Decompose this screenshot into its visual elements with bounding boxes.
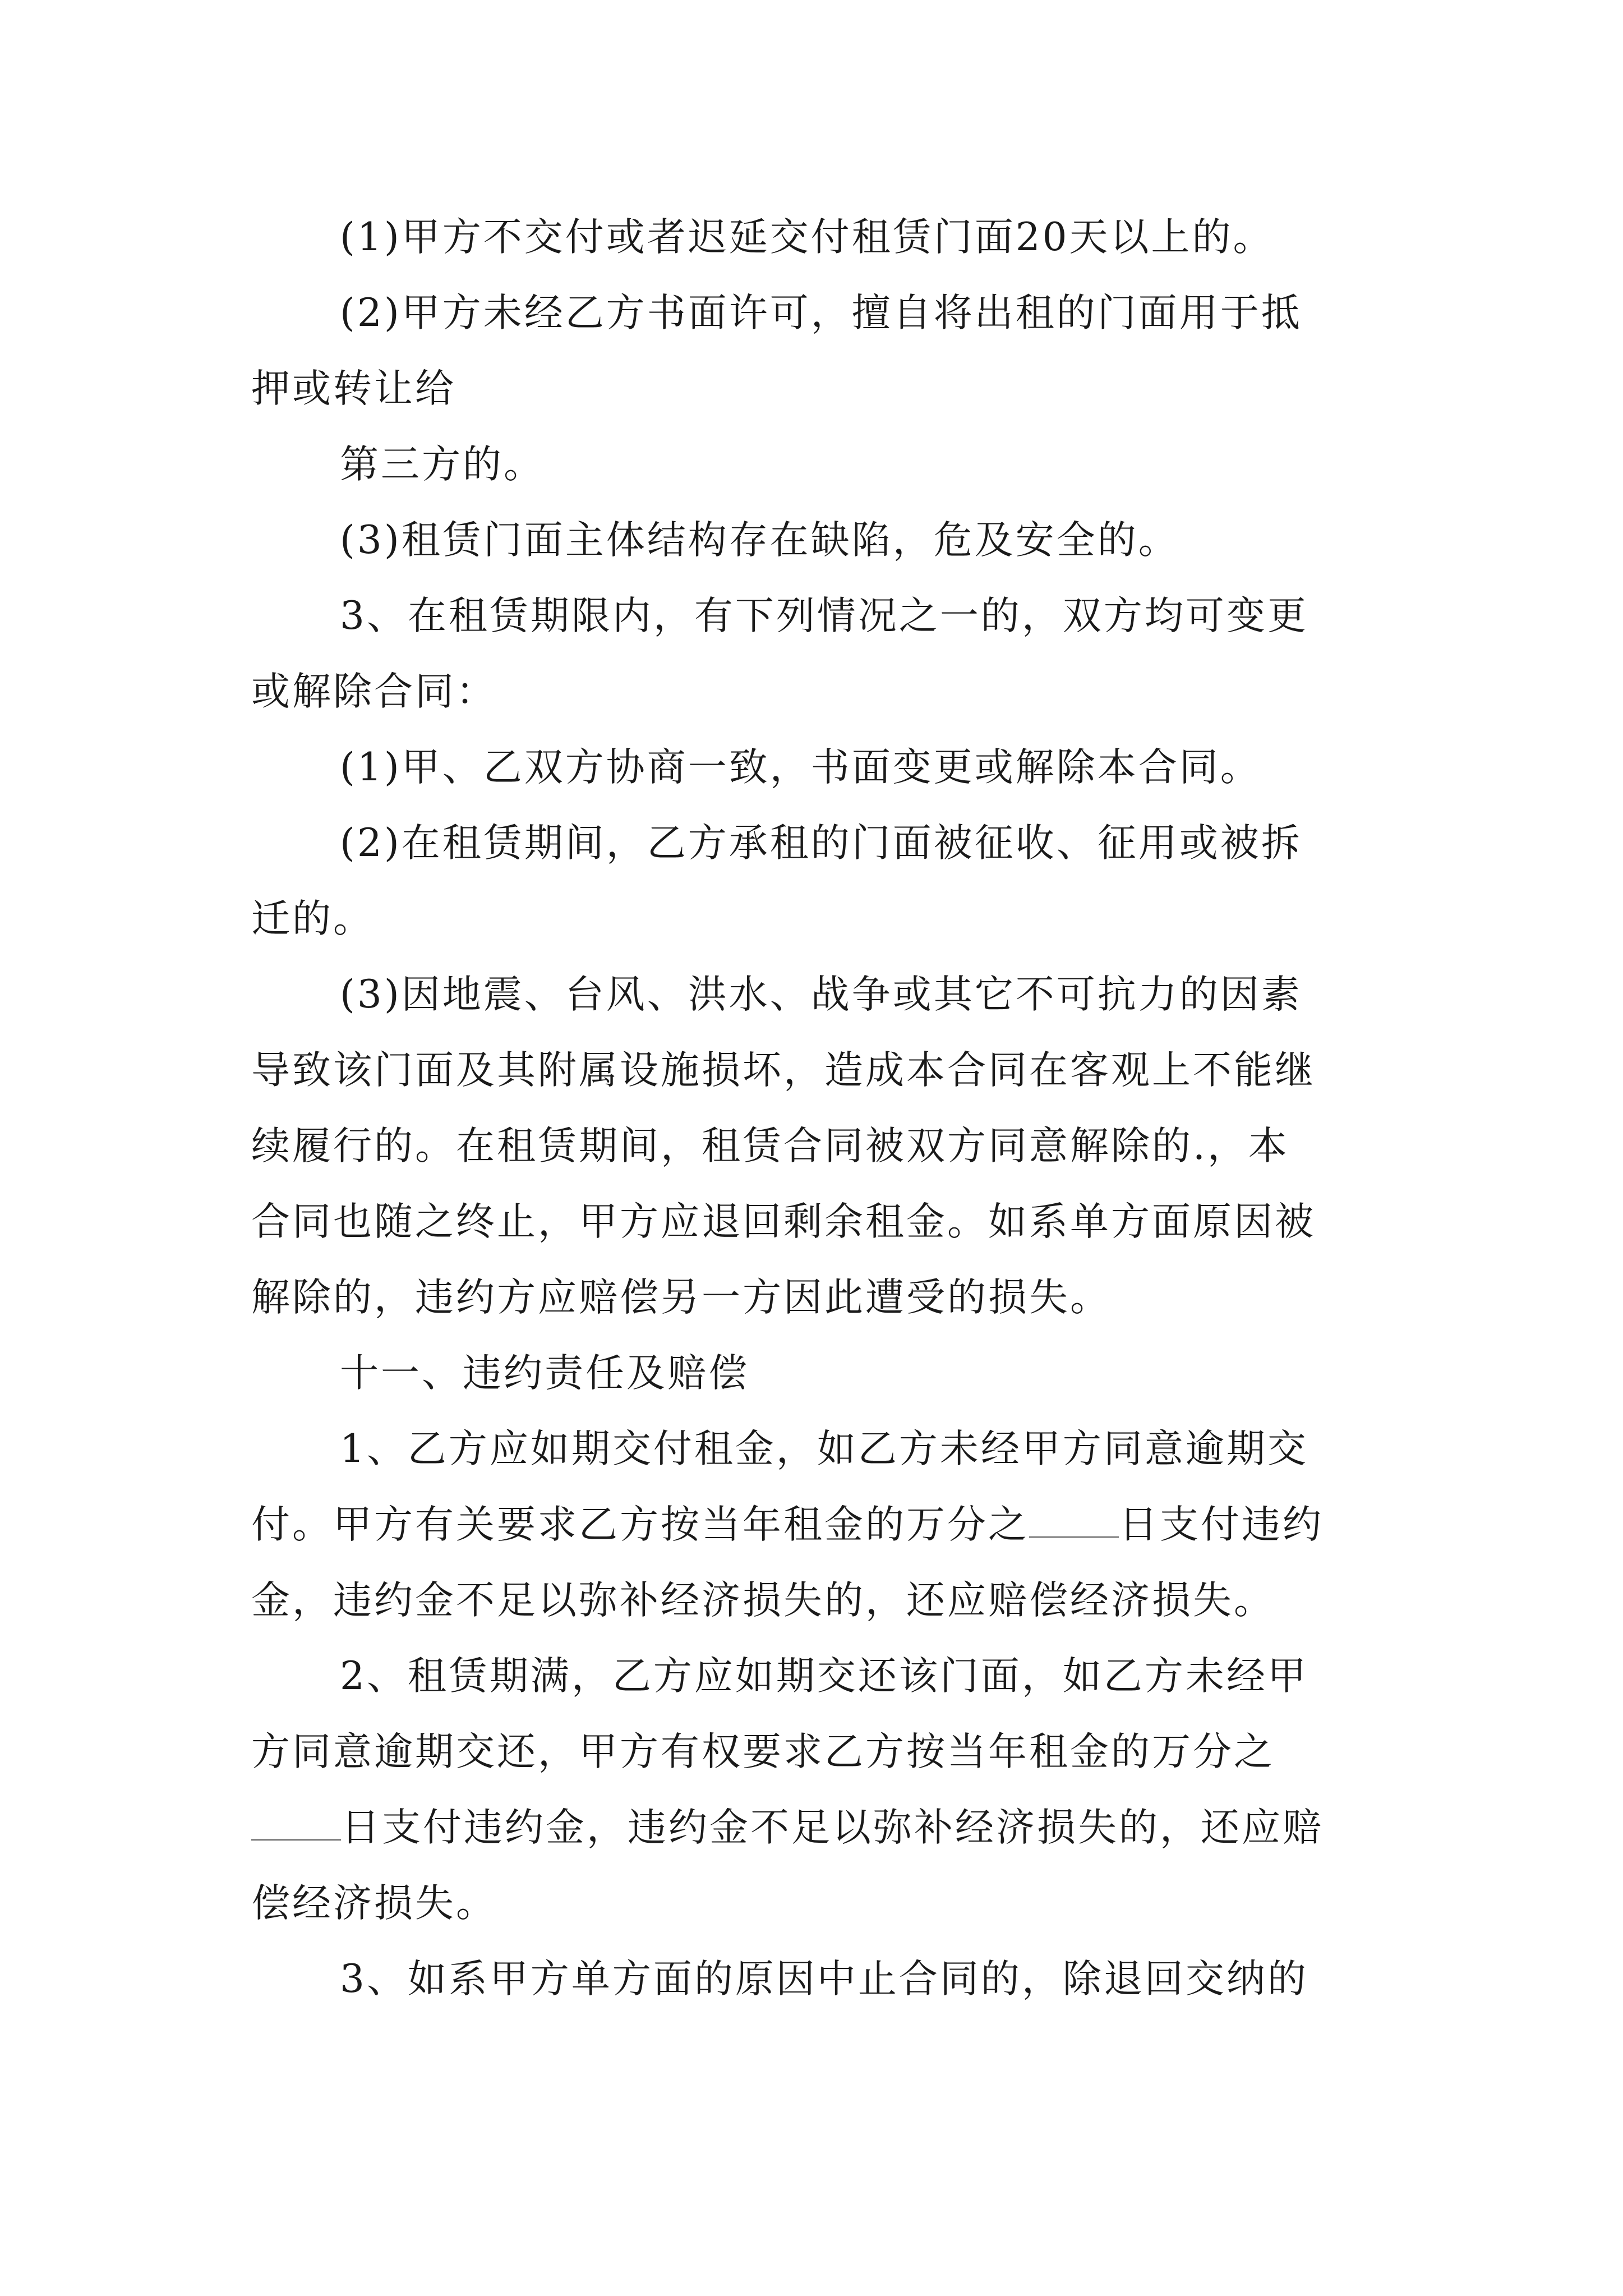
text-line: 解除的，违约方应赔偿另一方因此遭受的损失。 bbox=[251, 1275, 1111, 1320]
text-line: 押或转让给 bbox=[251, 366, 456, 411]
text-line: 1、乙方应如期交付租金，如乙方未经甲方同意逾期交 bbox=[340, 1427, 1308, 1471]
text-line: 导致该门面及其附属设施损坏，造成本合同在客观上不能继 bbox=[251, 1048, 1316, 1093]
fill-in-blank bbox=[251, 1806, 341, 1841]
text-segment: 付。甲方有关要求乙方按当年租金的万分之 bbox=[251, 1502, 1029, 1547]
text-line: 迁的。 bbox=[251, 896, 374, 941]
text-line: 第三方的。 bbox=[340, 442, 545, 487]
text-line: 偿经济损失。 bbox=[251, 1881, 497, 1926]
text-line: (2)在租赁期间，乙方承租的门面被征收、征用或被拆 bbox=[340, 821, 1302, 866]
text-line bbox=[251, 1805, 1324, 1850]
text-segment: 日支付违约金，违约金不足以弥补经济损失的，还应赔 bbox=[341, 1805, 1324, 1850]
text-line: 合同也随之终止，甲方应退回剩余租金。如系单方面原因被 bbox=[251, 1199, 1316, 1244]
text-line: (1)甲、乙双方协商一致，书面变更或解除本合同。 bbox=[340, 745, 1261, 790]
fill-in-blank bbox=[1029, 1503, 1119, 1538]
text-line: 2、租赁期满，乙方应如期交还该门面，如乙方未经甲 bbox=[340, 1654, 1308, 1699]
text-line: (3)因地震、台风、洪水、战争或其它不可抗力的因素 bbox=[340, 972, 1302, 1017]
text-line: 方同意逾期交还，甲方有权要求乙方按当年租金的万分之 bbox=[251, 1729, 1275, 1774]
text-line: 金，违约金不足以弥补经济损失的，还应赔偿经济损失。 bbox=[251, 1578, 1275, 1623]
text-line: 续履行的。在租赁期间，租赁合同被双方同意解除的.，本 bbox=[251, 1124, 1289, 1168]
text-line: 或解除合同： bbox=[251, 669, 497, 714]
section-heading: 十一、违约责任及赔偿 bbox=[340, 1351, 749, 1396]
text-line: 3、在租赁期限内，有下列情况之一的，双方均可变更 bbox=[340, 593, 1308, 638]
text-line: (2)甲方未经乙方书面许可，擅自将出租的门面用于抵 bbox=[340, 291, 1302, 335]
text-line: (3)租赁门面主体结构存在缺陷，危及安全的。 bbox=[340, 518, 1179, 563]
text-line bbox=[251, 1502, 1324, 1547]
text-line: 3、如系甲方单方面的原因中止合同的，除退回交纳的 bbox=[340, 1957, 1308, 2001]
text-segment: 日支付违约 bbox=[1119, 1502, 1324, 1547]
text-line: (1)甲方不交付或者迟延交付租赁门面20天以上的。 bbox=[340, 215, 1274, 260]
